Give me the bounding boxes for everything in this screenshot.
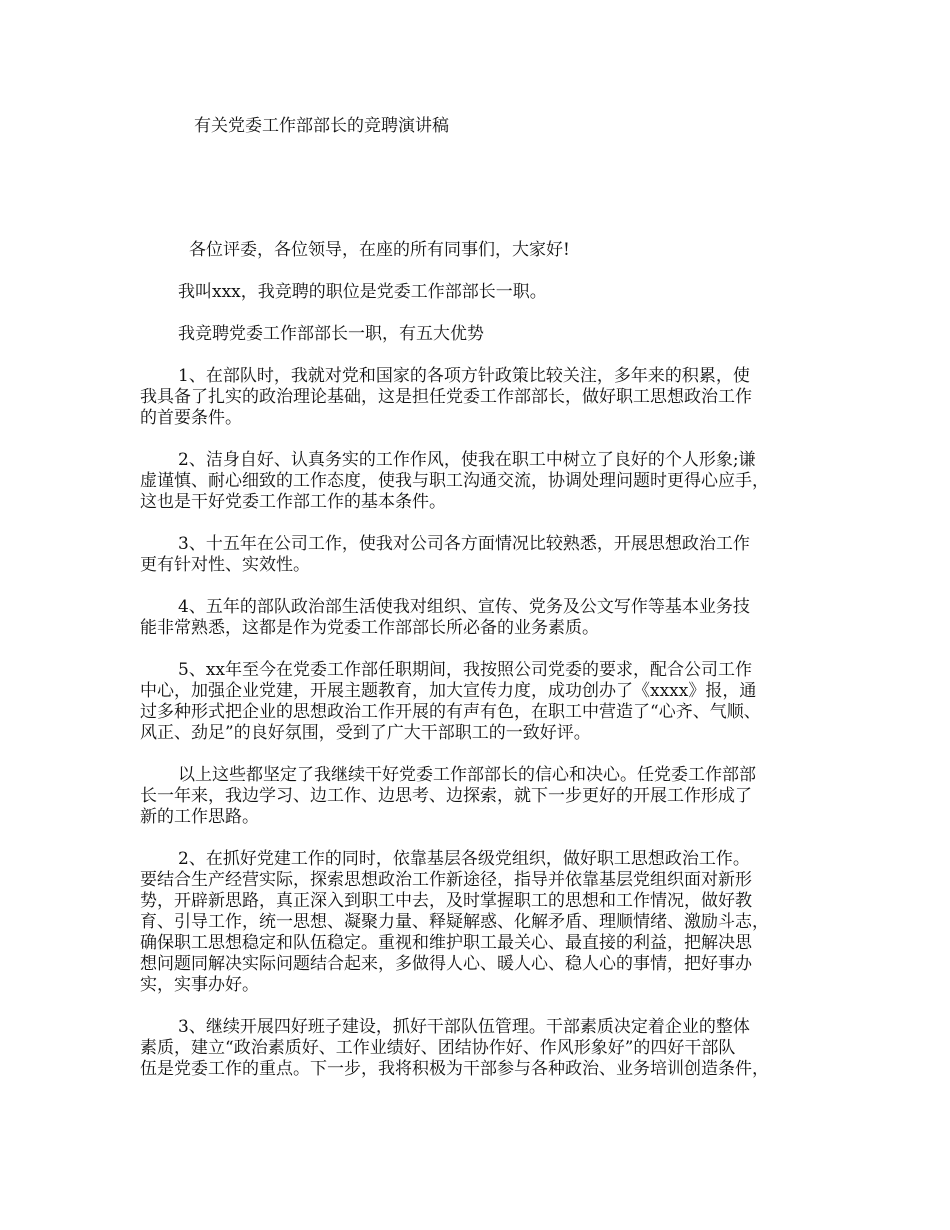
text-line: 过多种形式把企业的思想政治工作开展的有声有色，在职工中营造了“心齐、气顺、 [140,702,761,722]
text-line: 确保职工思想稳定和队伍稳定。重视和维护职工最关心、最直接的利益，把解决思 [140,933,752,953]
paragraph-confidence [140,765,812,828]
text-line: 更有针对性、实效性。 [140,555,310,575]
paragraph-plan-2 [140,849,812,996]
text-line: 实，实事办好。 [140,975,259,995]
text-line: 5、xx年至今在党委工作部任职期间，我按照公司党委的要求，配合公司工作 [178,660,752,680]
document-title: 有关党委工作部部长的竞聘演讲稿 [194,116,449,136]
paragraph-plan-3 [140,1017,812,1080]
text-line: 这也是干好党委工作部工作的基本条件。 [140,492,446,512]
text-line: 我具备了扎实的政治理论基础，这是担任党委工作部部长，做好职工思想政治工作 [140,387,752,407]
paragraph-advantage-2 [140,450,812,513]
paragraph-advantage-4 [140,597,812,639]
text-line: 中心，加强企业党建，开展主题教育，加大宣传力度，成功创办了《xxxx》报，通 [140,681,757,701]
text-line: 我叫xxx，我竞聘的职位是党委工作部部长一职。 [178,282,547,302]
text-line: 虚谨慎、耐心细致的工作态度，使我与职工沟通交流，协调处理问题时更得心应手， [140,471,769,491]
paragraph-greeting [140,240,812,261]
text-line: 3、十五年在公司工作，使我对公司各方面情况比较熟悉，开展思想政治工作 [178,534,750,554]
text-line: 3、继续开展四好班子建设，抓好干部队伍管理。干部素质决定着企业的整体 [178,1017,750,1037]
text-line: 育、引导工作，统一思想、凝聚力量、释疑解惑、化解矛盾、理顺情绪、激励斗志， [140,912,769,932]
text-line: 的首要条件。 [140,408,242,428]
text-line: 素质，建立“政治素质好、工作业绩好、团结协作好、作风形象好”的四好干部队 [140,1038,736,1058]
document-body [140,240,812,1101]
text-line: 以上这些都坚定了我继续干好党委工作部部长的信心和决心。任党委工作部部 [178,765,756,785]
text-line: 伍是党委工作的重点。下一步，我将积极为干部参与各种政治、业务培训创造条件， [140,1059,769,1079]
text-line: 长一年来，我边学习、边工作、边思考、边探索，就下一步更好的开展工作形成了 [140,786,752,806]
paragraph-advantages-heading [140,324,812,345]
text-line: 4、五年的部队政治部生活使我对组织、宣传、党务及公文写作等基本业务技 [178,597,750,617]
text-line: 2、在抓好党建工作的同时，依靠基层各级党组织，做好职工思想政治工作。 [178,849,750,869]
paragraph-advantage-3 [140,534,812,576]
paragraph-advantage-5 [140,660,812,744]
text-line: 我竞聘党委工作部部长一职，有五大优势 [178,324,484,344]
text-line: 能非常熟悉，这都是作为党委工作部部长所必备的业务素质。 [140,618,599,638]
text-line: 各位评委，各位领导，在座的所有同事们，大家好! [189,240,570,260]
paragraph-intro [140,282,812,303]
text-line: 势，开辟新思路，真正深入到职工中去，及时掌握职工的思想和工作情况，做好教 [140,891,752,911]
text-line: 1、在部队时，我就对党和国家的各项方针政策比较关注，多年来的积累，使 [178,366,750,386]
text-line: 2、洁身自好、认真务实的工作作风，使我在职工中树立了良好的个人形象;谦 [178,450,756,470]
text-line: 想问题同解决实际问题结合起来，多做得人心、暖人心、稳人心的事情，把好事办 [140,954,752,974]
text-line: 要结合生产经营实际，探索思想政治工作新途径，指导并依靠基层党组织面对新形 [140,870,752,890]
text-line: 新的工作思路。 [140,807,259,827]
paragraph-advantage-1 [140,366,812,429]
text-line: 风正、劲足”的良好氛围，受到了广大干部职工的一致好评。 [140,723,591,743]
